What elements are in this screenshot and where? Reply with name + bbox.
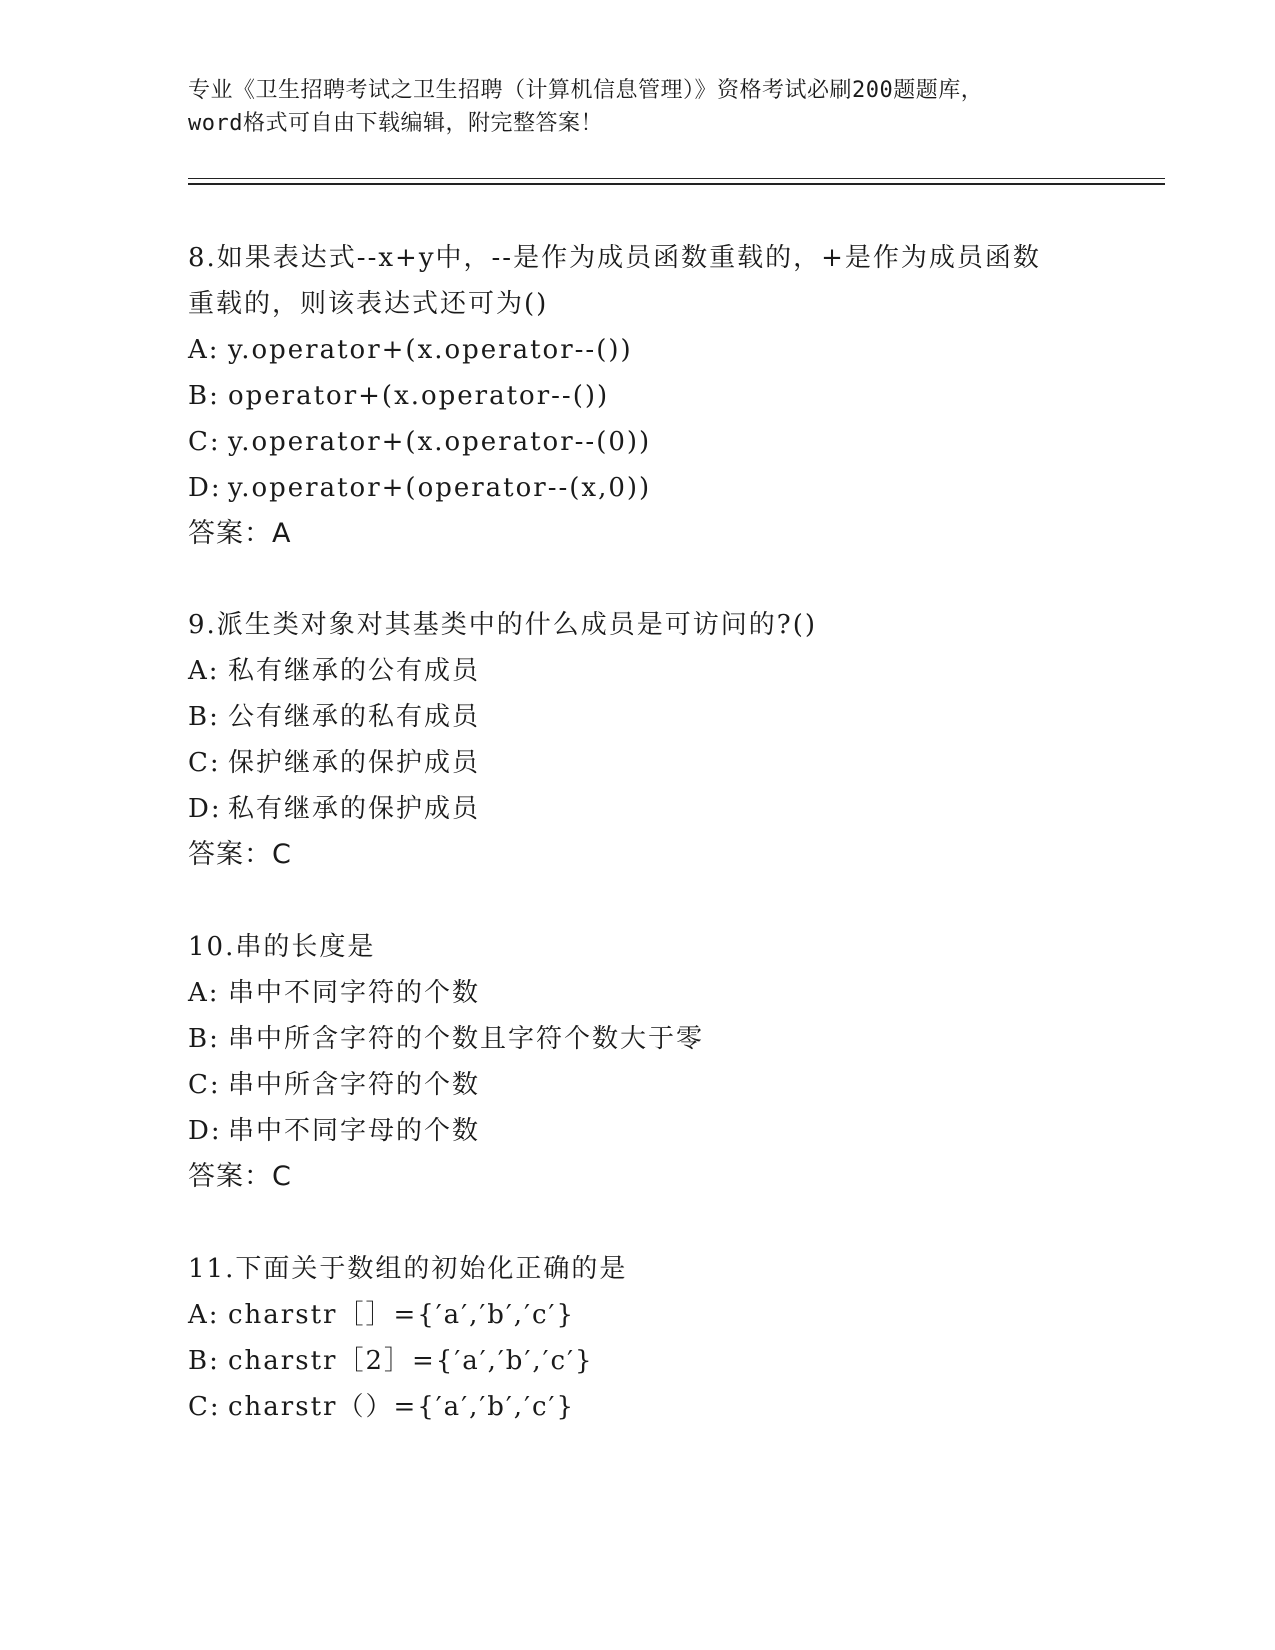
- option-letter: D:: [188, 794, 222, 824]
- question-stem-line: 8.如果表达式--x+y中，--是作为成员函数重载的，+是作为成员函数: [188, 243, 1041, 273]
- option-b: [188, 373, 1138, 419]
- option-text: y.operator+(operator--(x,0)): [228, 473, 652, 503]
- answer-line: 答案：C: [188, 839, 292, 870]
- option-letter: A:: [188, 335, 220, 365]
- option-text: y.operator+(x.operator--()): [228, 335, 633, 365]
- option-letter: B:: [188, 702, 220, 732]
- header-divider-thin: [188, 178, 1165, 179]
- question-11: [188, 1246, 1138, 1430]
- option-letter: D:: [188, 1116, 222, 1146]
- option-letter: B:: [188, 381, 220, 411]
- question-10: [188, 924, 1138, 1200]
- option-letter: A:: [188, 1300, 220, 1330]
- header-divider-thick: [188, 183, 1165, 185]
- question-9: [188, 602, 1138, 878]
- option-letter: C:: [188, 1070, 221, 1100]
- option-letter: A:: [188, 978, 220, 1008]
- option-text: operator+(x.operator--()): [228, 381, 610, 411]
- option-d: [188, 465, 1138, 511]
- option-c: [188, 740, 1138, 786]
- option-c: [188, 1384, 1138, 1430]
- option-b: [188, 1016, 1138, 1062]
- option-text: 保护继承的保护成员: [228, 748, 481, 778]
- option-b: [188, 694, 1138, 740]
- option-text: charstr［2］={′a′,′b′,′c′}: [228, 1346, 594, 1376]
- option-d: [188, 1108, 1138, 1154]
- answer-line: 答案：C: [188, 1161, 292, 1192]
- option-letter: B:: [188, 1024, 220, 1054]
- option-text: 私有继承的保护成员: [228, 794, 481, 824]
- question-8: [188, 235, 1138, 557]
- option-text: 串中不同字符的个数: [228, 978, 481, 1008]
- header-title-line-2: word格式可自由下载编辑，附完整答案！: [188, 111, 603, 136]
- document-header: [188, 74, 1088, 140]
- option-a: [188, 648, 1138, 694]
- option-text: 公有继承的私有成员: [228, 702, 481, 732]
- option-a: [188, 327, 1138, 373]
- option-letter: B:: [188, 1346, 220, 1376]
- answer-line: 答案：A: [188, 518, 292, 549]
- header-title-line-1: 专业《卫生招聘考试之卫生招聘（计算机信息管理）》资格考试必刷200题题库，: [188, 78, 984, 103]
- option-text: charstr［］={′a′,′b′,′c′}: [228, 1300, 575, 1330]
- option-letter: C:: [188, 1392, 221, 1422]
- option-letter: C:: [188, 427, 221, 457]
- question-stem-line: 9.派生类对象对其基类中的什么成员是可访问的?(): [188, 610, 818, 640]
- option-letter: C:: [188, 748, 221, 778]
- option-a: [188, 1292, 1138, 1338]
- option-letter: A:: [188, 656, 220, 686]
- option-letter: D:: [188, 473, 222, 503]
- option-b: [188, 1338, 1138, 1384]
- option-a: [188, 970, 1138, 1016]
- option-text: charstr（）={′a′,′b′,′c′}: [228, 1392, 575, 1422]
- question-stem-line: 10.串的长度是: [188, 932, 376, 962]
- option-c: [188, 419, 1138, 465]
- option-c: [188, 1062, 1138, 1108]
- option-text: y.operator+(x.operator--(0)): [228, 427, 652, 457]
- option-text: 串中不同字母的个数: [228, 1116, 481, 1146]
- option-text: 串中所含字符的个数: [228, 1070, 481, 1100]
- question-stem-line: 重载的，则该表达式还可为(): [188, 289, 549, 319]
- option-text: 私有继承的公有成员: [228, 656, 481, 686]
- option-text: 串中所含字符的个数且字符个数大于零: [228, 1024, 705, 1054]
- option-d: [188, 786, 1138, 832]
- question-stem-line: 11.下面关于数组的初始化正确的是: [188, 1254, 628, 1284]
